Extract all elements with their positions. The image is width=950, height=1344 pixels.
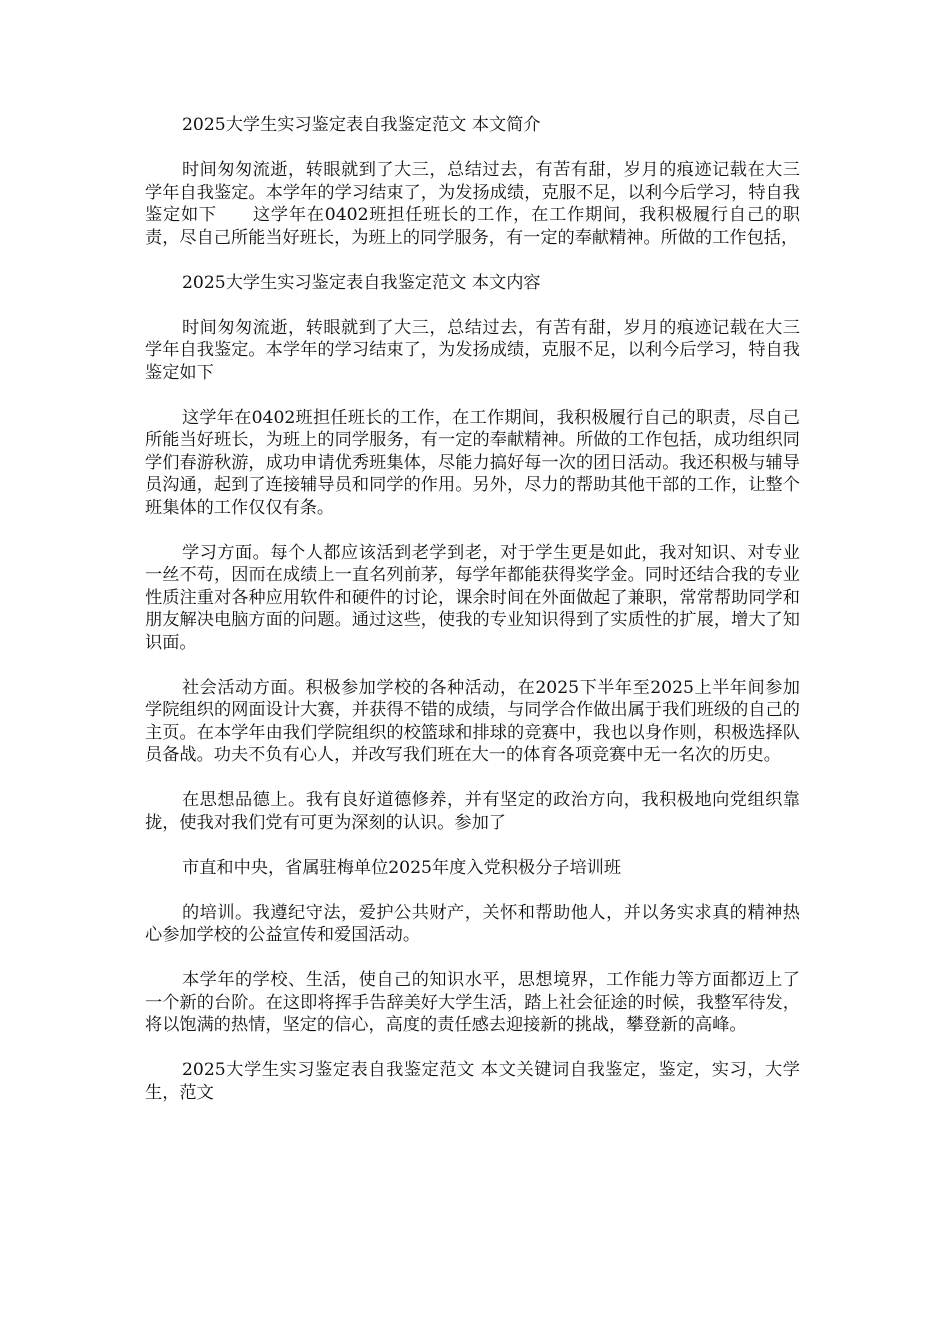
content-paragraph-study: 学习方面。每个人都应该活到老学到老，对于学生更是如此，我对知识、对专业一丝不苟，因而在成绩上一直名列前茅，每学年都能获得奖学金。同时还结合我的专业性质注重对各种应用软件和硬件的讨论，课余时间在外面做起了兼职，常常帮助同学和朋友解决电脑方面的问题。通过这些，使我的专业知识得到了实质性的扩展，增大了知识面。	[145, 542, 800, 653]
document-body	[145, 114, 800, 1127]
intro-heading: 2025大学生实习鉴定表自我鉴定范文 本文简介	[182, 115, 541, 135]
content-heading: 2025大学生实习鉴定表自我鉴定范文 本文内容	[182, 272, 541, 293]
keywords-paragraph: 2025大学生实习鉴定表自我鉴定范文 本文关键词自我鉴定，鉴定，实习，大学生，范文	[145, 1060, 800, 1103]
content-paragraph-social-activities: 社会活动方面。积极参加学校的各种活动，在2025下半年至2025上半年间参加学院组织的网面设计大赛，并获得不错的成绩，与同学合作做出属于我们班级的自己的主页。在本学年由我们学院组织的校篮球和排球的竞赛中，我也以身作则，积极选择队员备战。功夫不负有心人，并改写我们班在大一的体育各项竞赛中无一名次的历史。	[145, 677, 800, 765]
content-paragraph-class-monitor: 这学年在0402班担任班长的工作，在工作期间，我积极履行自己的职责，尽自己所能当好班长，为班上的同学服务，有一定的奉献精神。所做的工作包括，成功组织同学们春游秋游，成功申请优秀班集体，尽能力搞好每一次的团日活动。我还积极与辅导员沟通，起到了连接辅导员和同学的作用。另外，尽力的帮助其他干部的工作，让整个班集体的工作仅仅有条。	[145, 407, 800, 518]
content-paragraph-conclusion: 本学年的学校、生活，使自己的知识水平，思想境界，工作能力等方面都迈上了一个新的台阶。在这即将挥手告辞美好大学生活，踏上社会征途的时候，我整军待发，将以饱满的热情，坚定的信心，高度的责任感去迎接新的挑战，攀登新的高峰。	[145, 970, 800, 1035]
content-paragraph-training: 的培训。我遵纪守法，爱护公共财产，关怀和帮助他人，并以务实求真的精神热心参加学校的公益宣传和爱国活动。	[145, 902, 800, 945]
content-paragraph-morality: 在思想品德上。我有良好道德修养，并有坚定的政治方向，我积极地向党组织靠拢，使我对我们党有可更为深刻的认识。参加了	[145, 790, 800, 833]
content-paragraph-training-class: 市直和中央，省属驻梅单位2025年度入党积极分子培训班	[182, 857, 622, 878]
intro-paragraph: 时间匆匆流逝，转眼就到了大三，总结过去，有苦有甜，岁月的痕迹记载在大三学年自我鉴定。本学年的学习结束了，为发扬成绩，克服不足，以利今后学习，特自我鉴定如下 这学年在0402班担任班长的工作，在工作期间，我积极履行自己的职责，尽自己所能当好班长，为班上的同学服务，有一定的奉献精神。所做的工作包括，	[145, 160, 800, 248]
content-paragraph-opening: 时间匆匆流逝，转眼就到了大三，总结过去，有苦有甜，岁月的痕迹记载在大三学年自我鉴定。本学年的学习结束了，为发扬成绩，克服不足，以利今后学习，特自我鉴定如下	[145, 317, 800, 383]
